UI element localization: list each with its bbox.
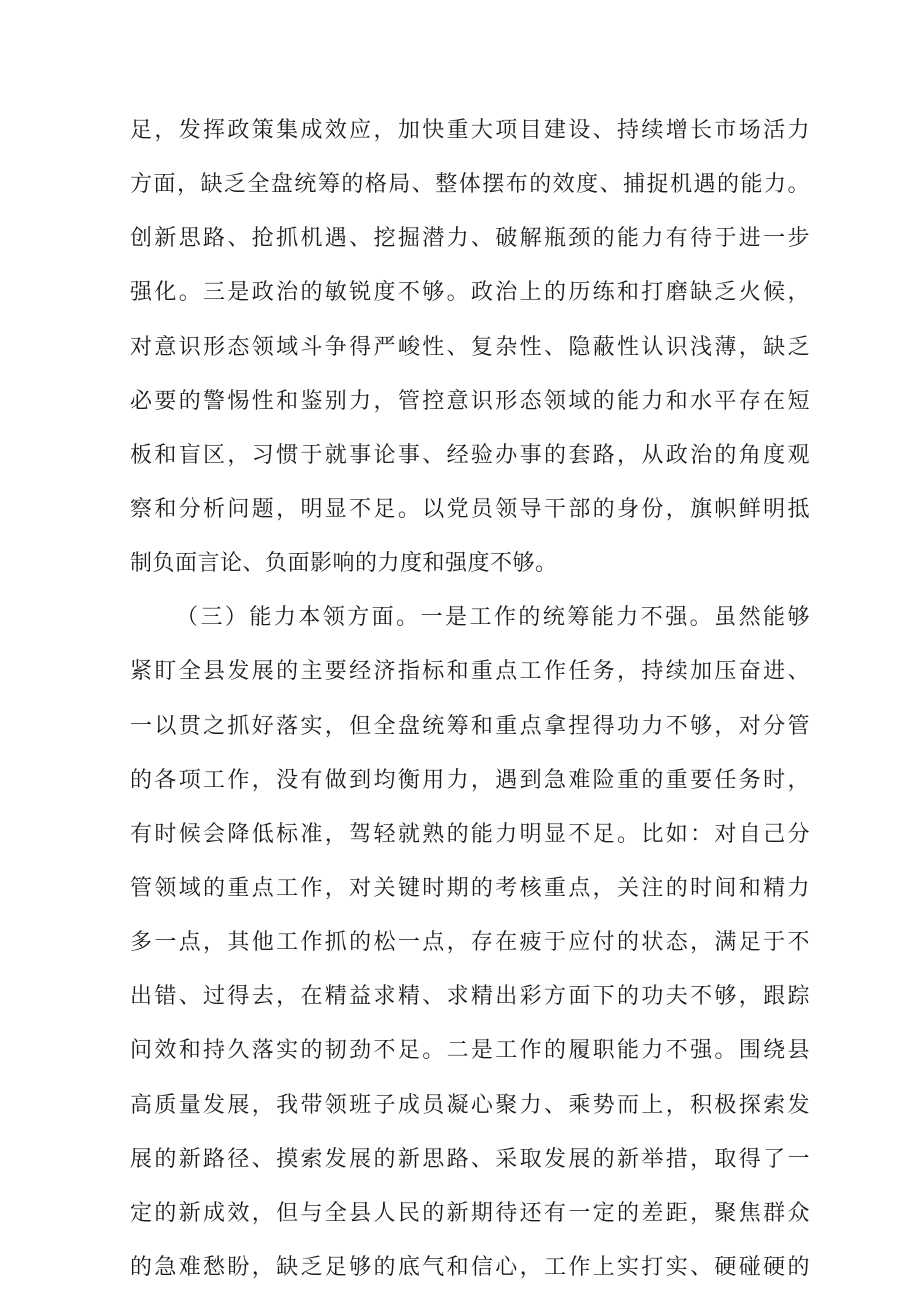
text-line: 创新思路、抢抓机遇、挖掘潜力、破解瓶颈的能力有待于进一步 bbox=[130, 226, 810, 252]
text-line: 板和盲区，习惯于就事论事、经验办事的套路，从政治的角度观 bbox=[130, 442, 810, 468]
text-line: 出错、过得去，在精益求精、求精出彩方面下的功夫不够，跟踪 bbox=[130, 984, 810, 1010]
text-line: 展的新路径、摸索发展的新思路、采取发展的新举措，取得了一 bbox=[130, 1146, 810, 1172]
text-line: 问效和持久落实的韧劲不足。二是工作的履职能力不强。围绕县 bbox=[130, 1038, 810, 1064]
text-line: 的急难愁盼，缺乏足够的底气和信心，工作上实打实、硬碰硬的 bbox=[130, 1254, 810, 1280]
section-heading-line: （三）能力本领方面。一是工作的统筹能力不强。虽然能够 bbox=[176, 605, 810, 631]
text-line: 有时候会降低标准，驾轻就熟的能力明显不足。比如：对自己分 bbox=[130, 821, 810, 847]
text-line: 对意识形态领域斗争得严峻性、复杂性、隐蔽性认识浅薄，缺乏 bbox=[130, 334, 810, 360]
text-line: 察和分析问题，明显不足。以党员领导干部的身份，旗帜鲜明抵 bbox=[130, 496, 810, 522]
text-line: 制负面言论、负面影响的力度和强度不够。 bbox=[130, 551, 558, 577]
text-line: 强化。三是政治的敏锐度不够。政治上的历练和打磨缺乏火候， bbox=[130, 280, 810, 306]
text-line: 一以贯之抓好落实，但全盘统筹和重点拿捏得功力不够，对分管 bbox=[130, 713, 810, 739]
text-line: 方面，缺乏全盘统筹的格局、整体摆布的效度、捕捉机遇的能力。 bbox=[130, 172, 810, 198]
text-line: 高质量发展，我带领班子成员凝心聚力、乘势而上，积极探索发 bbox=[130, 1092, 810, 1118]
text-line: 的各项工作，没有做到均衡用力，遇到急难险重的重要任务时， bbox=[130, 767, 810, 793]
text-line: 多一点，其他工作抓的松一点，存在疲于应付的状态，满足于不 bbox=[130, 930, 810, 956]
text-line: 紧盯全县发展的主要经济指标和重点工作任务，持续加压奋进、 bbox=[130, 659, 810, 685]
body-text bbox=[130, 104, 810, 1295]
text-line: 足，发挥政策集成效应，加快重大项目建设、持续增长市场活力 bbox=[130, 118, 810, 143]
text-line: 定的新成效，但与全县人民的新期待还有一定的差距，聚焦群众 bbox=[130, 1200, 810, 1226]
text-line: 管领域的重点工作，对关键时期的考核重点，关注的时间和精力 bbox=[130, 875, 810, 901]
text-line: 必要的警惕性和鉴别力，管控意识形态领域的能力和水平存在短 bbox=[130, 388, 810, 414]
